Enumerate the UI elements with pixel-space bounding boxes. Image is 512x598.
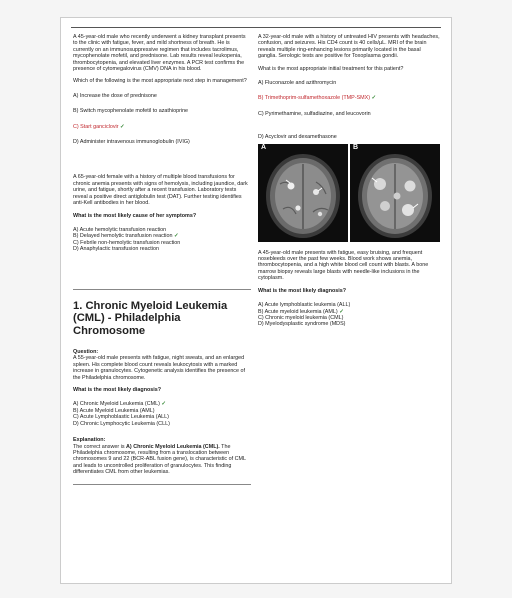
answer-option: D) Anaphylactic transfusion reaction [73, 246, 159, 253]
option-list [258, 302, 440, 328]
question-label: Question: [73, 349, 99, 356]
answer-option: C) Febrile non-hemolytic transfusion reaction [73, 239, 181, 246]
option-list [73, 401, 251, 427]
answer-option: D) Acyclovir and dexamethasone [258, 134, 337, 141]
case-stem: A 65-year-old female with a history of multiple blood transfusions for chronic anemia presents with signs of hemolysis, including jaundice, dark urine, and fatigue, shortly after a recent transfusion. Laboratory tests reveal a positive direct antiglobulin test (DAT). Further testing identifies anti-Kell antibodies in her blood. [73, 174, 248, 207]
answer-option: D) Administer intravenous immunoglobulin (IVIG) [73, 139, 190, 146]
option-text: B) Delayed hemolytic transfusion reaction [73, 233, 173, 240]
check-icon: ✓ [120, 123, 125, 130]
bottom-divider [73, 484, 251, 485]
case-stem: A 55-year-old male presents with fatigue, night sweats, and an enlarged spleen. His complete blood count reveals leukocytosis with a marked increase in granulocytes. Cytogenetic analysis identifies the presence of the Philadelphia chromosome. [73, 355, 245, 381]
top-rule [71, 27, 441, 28]
answer-option: D) Myelodysplastic syndrome (MDS) [258, 321, 346, 328]
mri-panel-b [350, 144, 440, 242]
answer-option: B) Acute Myeloid Leukemia (AML) [73, 407, 155, 414]
answer-option: C) Chronic myeloid leukemia (CML) [258, 314, 344, 321]
explanation-text [73, 444, 251, 476]
answer-option: A) Fluconazole and azithromycin [258, 80, 337, 87]
mri-figure [258, 144, 440, 242]
answer-option: D) Chronic Lymphocytic Leukemia (CLL) [73, 420, 170, 427]
image-label-a: A [261, 143, 267, 151]
check-icon: ✓ [173, 233, 179, 240]
answer-option: B) Switch mycophenolate mofetil to azathioprine [73, 108, 189, 115]
answer-option: C) Acute Lymphoblastic Leukemia (ALL) [73, 414, 169, 421]
check-icon: ✓ [161, 401, 166, 408]
brain-mri-image [350, 144, 440, 242]
option-list [73, 227, 251, 253]
option-text: B) Acute myeloid leukemia (AML) [258, 308, 338, 315]
case-stem: A 45-year-old male who recently underwent a kidney transplant presents to the clinic with fatigue, fever, and mild shortness of breath. He is currently on an immunosuppressive regimen that includes tacrolimus, mycophenolate mofetil, and prednisone. Lab results reveal leukopenia, thrombocytopenia, and elevated liver enzymes. A PCR test confirms the presence of cytomegalovirus (CMV) DNA in his blood. [73, 34, 246, 73]
explanation-label: Explanation: [73, 437, 106, 444]
section-divider [73, 289, 251, 290]
document-page [60, 17, 452, 584]
case-question: Which of the following is the most appropriate next step in management? [73, 78, 247, 85]
explanation-lead: The correct answer is [73, 443, 127, 450]
option-text: A) Chronic Myeloid Leukemia (CML) [73, 401, 160, 408]
check-icon: ✓ [339, 308, 344, 315]
case-question: What is the most likely diagnosis? [258, 287, 347, 294]
option-text: C) Start ganciclovir [73, 123, 119, 130]
section-title: 1. Chronic Myeloid Leukemia (CML) - Philadelphia Chromosome [73, 299, 228, 337]
check-icon: ✓ [371, 95, 377, 102]
right-column [258, 34, 440, 328]
answer-option: A) Acute hemolytic transfusion reaction [73, 226, 167, 233]
case-question: What is the most likely diagnosis? [73, 387, 162, 394]
case-question: What is the most likely cause of her symptoms? [73, 212, 197, 219]
answer-option: A) Increase the dose of prednisone [73, 92, 157, 99]
option-text: B) Trimethoprim-sulfamethoxazole (TMP-SMX) [258, 95, 371, 102]
case-stem: A 32-year-old male with a history of untreated HIV presents with headaches, confusion, and seizures. His CD4 count is 40 cells/µL. MRI of the brain reveals multiple ring-enhancing lesions primarily located in the basal ganglia. Serologic tests are positive for Toxoplasma gondii. [258, 34, 440, 60]
answer-option: C) Pyrimethamine, sulfadiazine, and leucovorin [258, 110, 371, 117]
image-label-b: B [353, 143, 359, 151]
answer-option-correct [73, 124, 251, 130]
case-question: What is the most appropriate initial treatment for this patient? [258, 65, 404, 72]
answer-option: A) Acute lymphoblastic leukemia (ALL) [258, 302, 351, 309]
mri-panel-a [258, 144, 348, 242]
answer-option-correct [258, 95, 440, 101]
left-column [73, 34, 251, 495]
explanation-answer: A) Chronic Myeloid Leukemia (CML). [126, 443, 220, 450]
brain-mri-image [258, 144, 348, 242]
case-stem: A 45-year-old male presents with fatigue, easy bruising, and frequent nosebleeds over the past few weeks. Blood work shows anemia, thrombocytopenia, and a high white blood cell count with blasts. A bone marrow biopsy reveals large blasts with needle-like inclusions in the cytoplasm. [258, 249, 429, 282]
explanation-rest: The Philadelphia chromosome, resulting from a translocation between chromosomes 9 and 22 (BCR-ABL fusion gene), is characteristic of CML and leads to uncontrolled proliferation of granulocytes. This finding differentiates CML from other leukemias. [73, 443, 246, 476]
